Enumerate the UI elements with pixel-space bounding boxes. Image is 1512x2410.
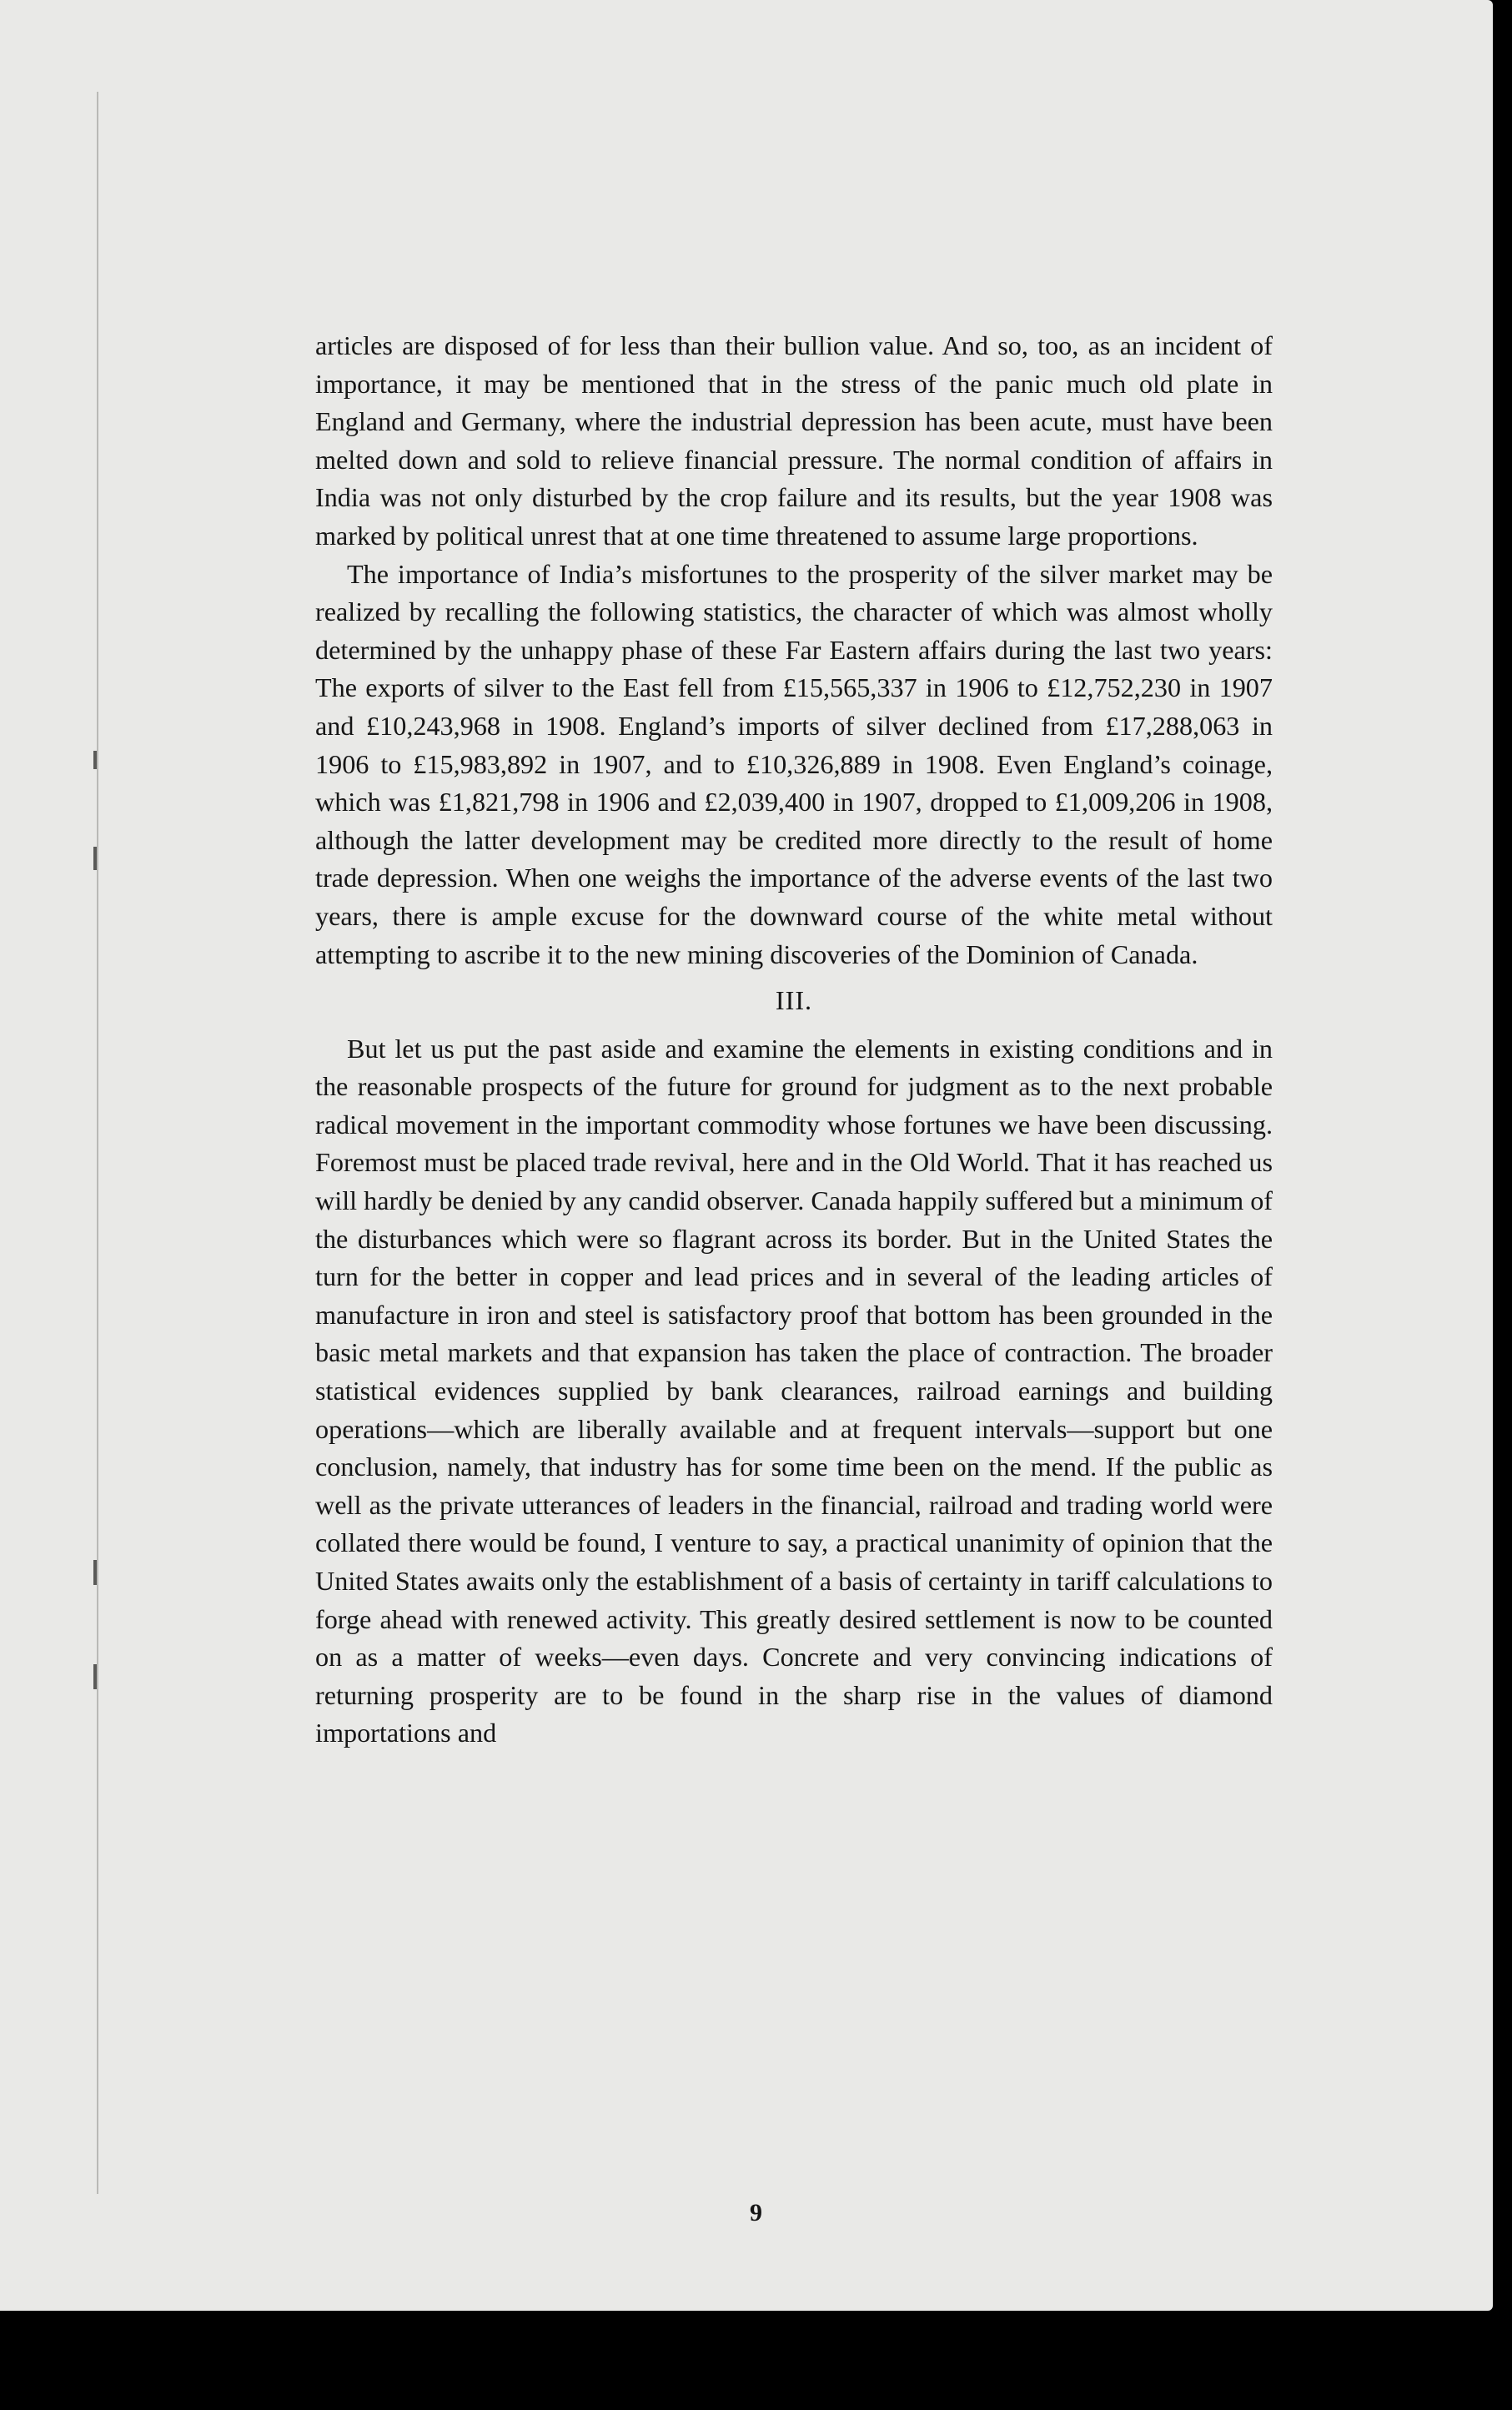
section-heading: III. xyxy=(775,985,813,1016)
binding-mark xyxy=(93,1664,97,1689)
body-text xyxy=(315,327,1273,1753)
paragraph-trade-revival: But let us put the past aside and examine the elements in existing conditions and in the reasonable prospects of the future for ground for judgment as to the next probable radical movement in the important commodity whose fortunes we have been discussing. Foremost must be placed trade revival, here and in the Old World. That it has reached us will hardly be denied by any candid observer. Canada happily suffered but a minimum of the disturbances which were so flagrant across its border. But in the United States the turn for the better in copper and lead prices and in several of the leading articles of manufacture in iron and steel is satisfactory proof that bottom has been grounded in the basic metal markets and that expansion has taken the place of contraction. The broader statistical evidences supplied by bank clearances, railroad earnings and building operations—which are liberally available and at frequent intervals—support but one conclusion, namely, that industry has for some time been on the mend. If the public as well as the private utterances of leaders in the financial, railroad and trading world were collated there would be found, I venture to say, a practical unanimity of opinion that the United States awaits only the establishment of a basis of certainty in tariff calculations to forge ahead with renewed activity. This greatly desired settlement is now to be counted on as a matter of weeks—even days. Concrete and very convincing indications of returning prosperity are to be found in the sharp rise in the values of diamond importations and xyxy=(315,1033,1273,1748)
page-number: 9 xyxy=(750,2199,762,2226)
binding-mark xyxy=(93,847,97,870)
binding-gutter-line xyxy=(97,92,98,2194)
binding-mark xyxy=(93,751,97,769)
binding-mark xyxy=(93,1560,97,1585)
paragraph-continued: articles are disposed of for less than their bullion value. And so, too, as an incident of importance, it may be mentioned that in the stress of the panic much old plate in England and Germany, where the industrial depression has been acute, must have been melted down and sold to relieve financial pressure. The normal condition of affairs in India was not only disturbed by the crop failure and its results, but the year 1908 was marked by political unrest that at one time threatened to assume large proportions. xyxy=(315,330,1273,551)
paragraph-india-statistics: The importance of India’s misfortunes to the prosperity of the silver market may be realized by recalling the following statistics, the character of which was almost wholly determined by the unhappy phase of these Far Eastern affairs during the last two years: The exports of silver to the East fell from £15,565,337 in 1906 to £12,752,230 in 1907 and £10,243,968 in 1908. England’s imports of silver declined from £17,288,063 in 1906 to £15,983,892 in 1907, and to £10,326,889 in 1908. Even England’s coinage, which was £1,821,798 in 1906 and £2,039,400 in 1907, dropped to £1,009,206 in 1908, although the latter development may be credited more directly to the result of home trade depression. When one weighs the importance of the adverse events of the last two years, there is ample excuse for the downward course of the white metal without attempting to ascribe it to the new mining discoveries of the Dominion of Canada. xyxy=(315,558,1273,969)
